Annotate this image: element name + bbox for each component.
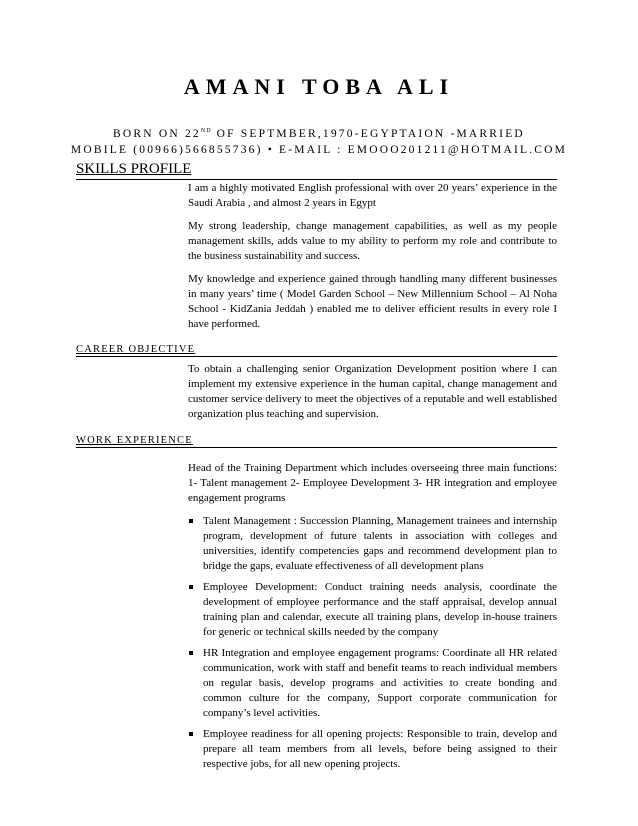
work-intro-text: Head of the Training Department which includes overseeing three main functions: 1- Talent management 2- Employee Development 3- HR integration and employee engagement programs — [188, 462, 557, 504]
duty-text: HR Integration and employee engagement programs: Coordinate all HR related communication, work with staff and benefit teams to reach individual members on regular basis, develop programs and activities to create bonding and common culture for the company, Support corporate communication for company’s level activities. — [203, 647, 557, 719]
list-item — [188, 514, 557, 574]
skills-profile-heading-text: SKILLS PROFILE — [76, 161, 192, 177]
square-bullet-icon — [189, 519, 193, 523]
work-experience-content — [188, 461, 557, 778]
birth-prefix: BORN ON 22 — [113, 127, 201, 140]
duties-list — [188, 514, 557, 772]
career-objective-text: To obtain a challenging senior Organization Development position where I can implement my extensive experience in the human capital, change management and customer service delivery to meet the objectives of a reputable and well established organization plus teaching and supervision. — [188, 363, 557, 420]
personal-details — [0, 123, 638, 158]
square-bullet-icon — [189, 651, 193, 655]
skills-profile-heading — [76, 160, 557, 180]
career-objective-content — [188, 362, 557, 430]
work-experience-heading — [76, 435, 557, 448]
duty-text: Employee readiness for all opening projects: Responsible to train, develop and prepare all team members from all levels, before being assigned to their respective jobs, for all new opening projects. — [203, 728, 557, 770]
skills-profile-content — [188, 181, 557, 340]
duty-text: Talent Management : Succession Planning, Management trainees and internship program, development of future talents in association with colleges and universities, identify competencies gaps and recommend development plan to bridge the gaps, evaluate effectiveness of all development plans — [203, 515, 557, 572]
work-experience-heading-text: WORK EXPERIENCE — [76, 435, 193, 446]
career-objective-heading — [76, 344, 557, 357]
career-objective-heading-text: CAREER OBJECTIVE — [76, 344, 196, 355]
skills-paragraph: My strong leadership, change management capabilities, as well as my people management skills, adds value to my ability to perform my role and contribute to the business sustainability and success. — [188, 220, 557, 262]
square-bullet-icon — [189, 732, 193, 736]
list-item — [188, 646, 557, 721]
applicant-name: AMANI TOBA ALI — [183, 74, 455, 99]
birth-line — [0, 123, 638, 142]
list-item — [188, 580, 557, 640]
birth-suffix: OF SEPTMBER,1970-EGYPTAION -MARRIED — [211, 127, 525, 140]
list-item — [188, 727, 557, 772]
duty-text: Employee Development: Conduct training needs analysis, coordinate the development of employee performance and the staff appraisal, develop annual training plan and calendar, execute all training plans, develop in-house trainers for generic or technical skills needed by the company — [203, 581, 557, 638]
skills-paragraph: My knowledge and experience gained through handling many different businesses in many years’ time ( Model Garden School – New Millennium School – Al Noha School - KidZania Jeddah ) enabled me to deliver efficient results in every role I have performed. — [188, 273, 557, 330]
skills-paragraph: I am a highly motivated English professional with over 20 years’ experience in the Saudi Arabia , and almost 2 years in Egypt — [188, 182, 557, 209]
square-bullet-icon — [189, 585, 193, 589]
contact-line: MOBILE (00966)566855736) • E-MAIL : EMOOO201211@HOTMAIL.COM — [70, 143, 568, 156]
birth-ordinal-suffix: ND — [200, 128, 212, 134]
